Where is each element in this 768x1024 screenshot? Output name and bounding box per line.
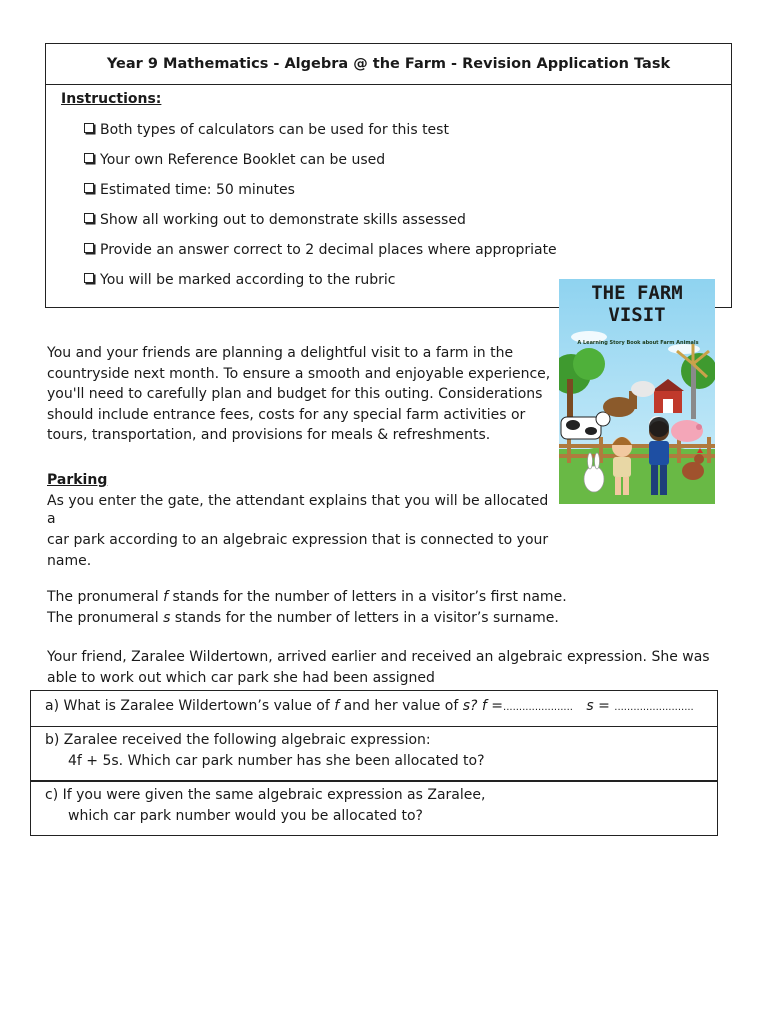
question-c-line2: which car park number would you be allocated to? bbox=[68, 808, 423, 824]
s-answer-blank[interactable]: ......................... bbox=[614, 702, 694, 713]
book-cover-image bbox=[559, 279, 715, 504]
pronumeral-s-line: The pronumeral s stands for the number of letters in a visitor’s surname. bbox=[47, 609, 559, 626]
parking-section: Parking As you enter the gate, the attendant explains that you will be allocated a car park according to an algebraic expression that is connected to your name. bbox=[47, 470, 562, 571]
checkbox-icon bbox=[84, 213, 94, 223]
pronumeral-f-line: The pronumeral f stands for the number of letters in a visitor’s first name. bbox=[47, 589, 567, 605]
question-b-line1: b) Zaralee received the following algebraic expression: bbox=[45, 732, 431, 748]
question-b-box bbox=[30, 726, 718, 781]
question-a-box bbox=[30, 690, 718, 727]
checkbox-icon bbox=[84, 183, 94, 193]
instruction-item: Provide an answer correct to 2 decimal places where appropriate bbox=[84, 242, 557, 258]
pronumeral-definitions bbox=[47, 587, 607, 628]
question-c-line1: c) If you were given the same algebraic expression as Zaralee, bbox=[45, 787, 486, 803]
book-cover-title: THE FARM VISIT bbox=[591, 282, 683, 326]
friend-paragraph: Your friend, Zaralee Wildertown, arrived earlier and received an algebraic expression. She was able to work out which car park she had been assigned bbox=[47, 649, 710, 686]
page-title: Year 9 Mathematics - Algebra @ the Farm - Revision Application Task bbox=[46, 44, 731, 85]
instruction-item: You will be marked according to the rubric bbox=[84, 272, 395, 288]
question-a-text: a) What is Zaralee Wildertown’s value of f and her value of s? f =...................... s = ......................... bbox=[45, 698, 694, 714]
checkbox-icon bbox=[84, 243, 94, 253]
f-answer-blank[interactable]: ...................... bbox=[503, 702, 573, 713]
instruction-item: Estimated time: 50 minutes bbox=[84, 182, 295, 198]
intro-paragraph: You and your friends are planning a delightful visit to a farm in the countryside next month. To ensure a smooth and enjoyable experience, you'll need to carefully plan and budget for this outing. Considerations should include entrance fees, costs for any special farm activities or tours, transportation, and provisions for meals & refreshments. bbox=[47, 345, 551, 443]
checkbox-icon bbox=[84, 153, 94, 163]
book-cover-subtitle: A Learning Story Book about Farm Animals bbox=[577, 340, 699, 346]
question-b-line2: 4f + 5s. Which car park number has she been allocated to? bbox=[68, 753, 485, 769]
instruction-item: Both types of calculators can be used for this test bbox=[84, 122, 449, 138]
instruction-item: Your own Reference Booklet can be used bbox=[84, 152, 385, 168]
instruction-item: Show all working out to demonstrate skills assessed bbox=[84, 212, 466, 228]
instructions-heading: Instructions: bbox=[61, 91, 162, 107]
checkbox-icon bbox=[84, 123, 94, 133]
instructions-box bbox=[45, 43, 732, 308]
checkbox-icon bbox=[84, 273, 94, 283]
question-c-box bbox=[30, 781, 718, 836]
parking-heading: Parking bbox=[47, 472, 108, 488]
